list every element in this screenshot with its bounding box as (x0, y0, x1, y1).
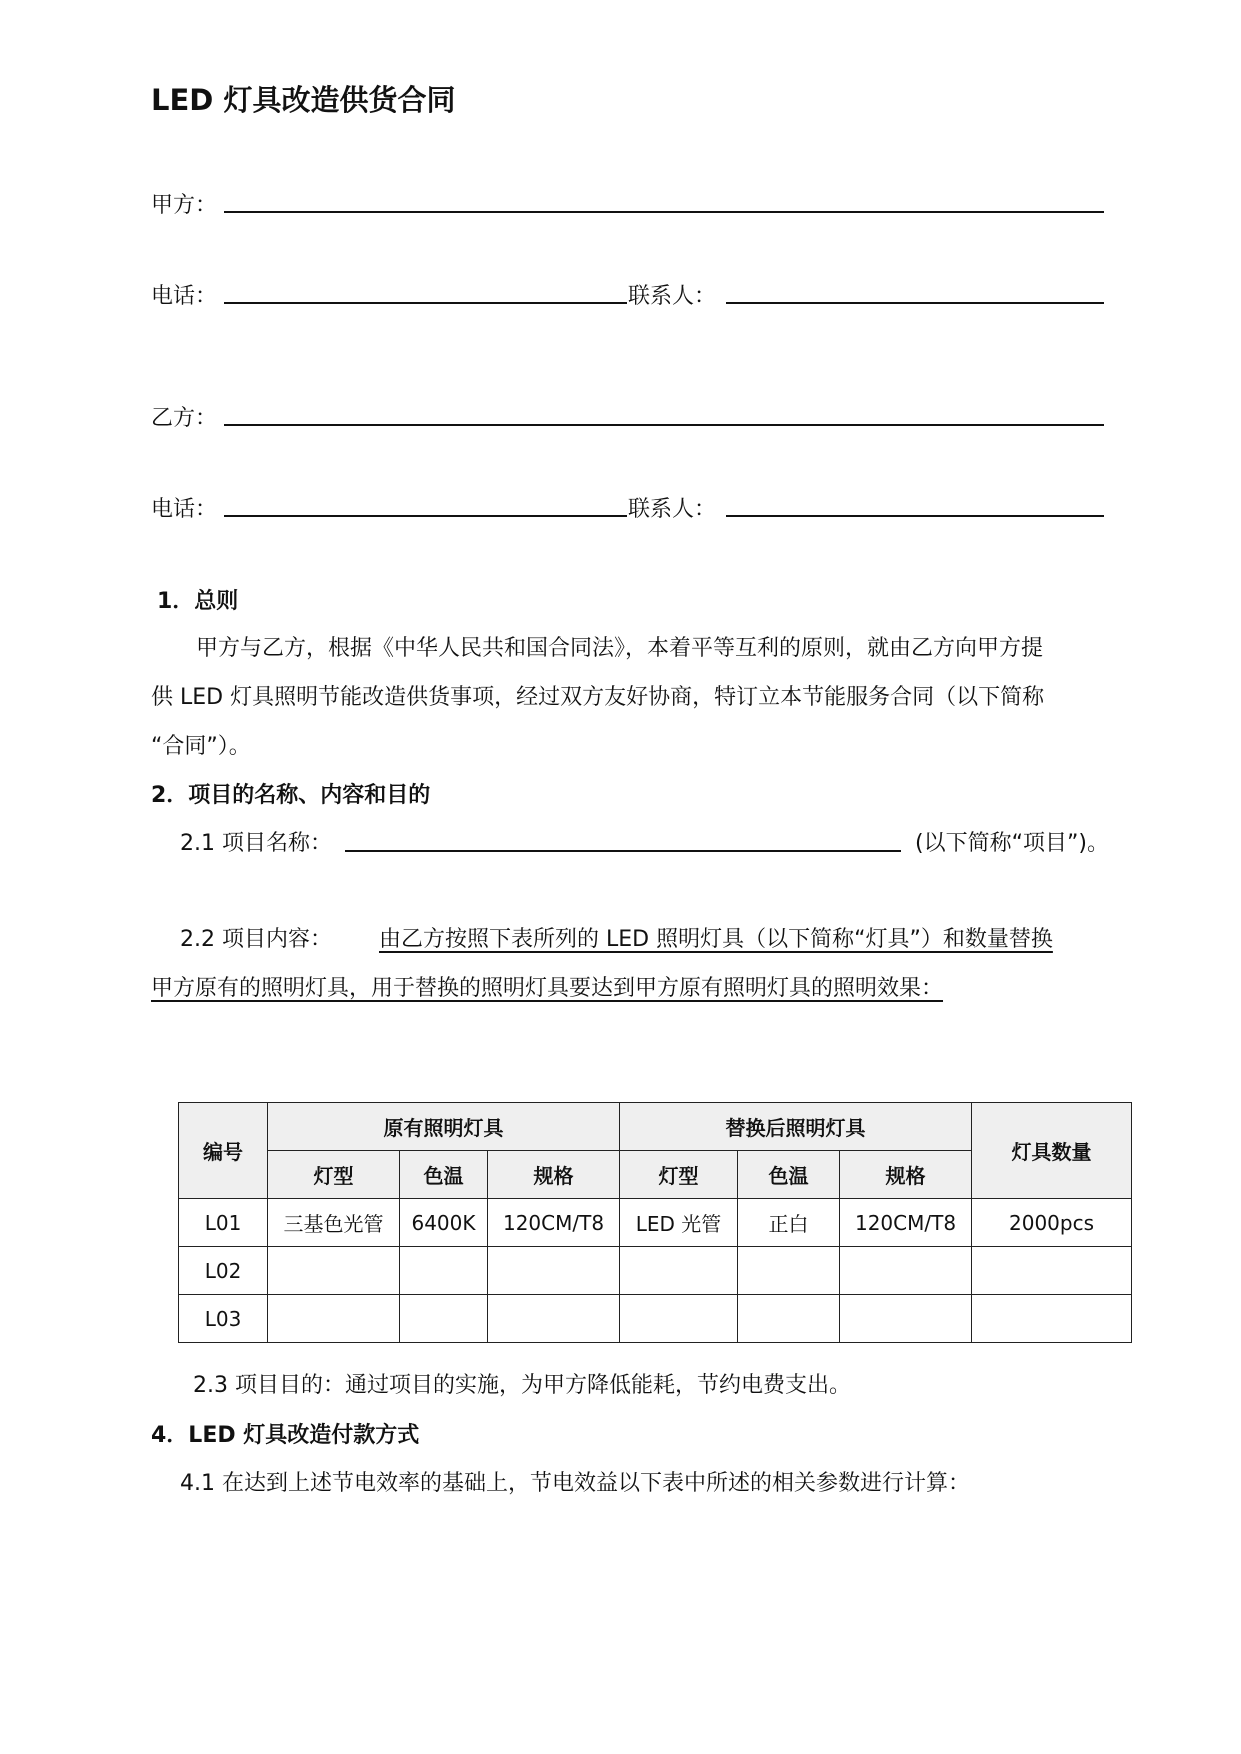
header-replacement-group: 替换后照明灯具 (620, 1103, 972, 1151)
cell-orig-type: 三基色光管 (268, 1199, 400, 1247)
cell-quantity[interactable] (972, 1295, 1132, 1343)
cell-orig-spec[interactable] (488, 1247, 620, 1295)
cell-quantity: 2000pcs (972, 1199, 1132, 1247)
table-row (179, 1295, 1132, 1343)
party-a-phone-label: 电话： (151, 284, 218, 309)
header-orig-type: 灯型 (268, 1151, 400, 1199)
header-new-type: 灯型 (620, 1151, 738, 1199)
cell-orig-type[interactable] (268, 1295, 400, 1343)
cell-id: L03 (179, 1295, 268, 1343)
section-1-line-1: 甲方与乙方，根据《中华人民共和国合同法》，本着平等互利的原则，就由乙方向甲方提 (196, 636, 1044, 661)
item-2-3: 2.3 项目目的：通过项目的实施，为甲方降低能耗，节约电费支出。 (193, 1373, 851, 1398)
party-a-contact-field[interactable] (726, 302, 1104, 304)
item-4-1: 4.1 在达到上述节电效率的基础上，节电效益以下表中所述的相关参数进行计算： (180, 1471, 970, 1496)
header-new-spec: 规格 (840, 1151, 972, 1199)
section-1-line-3: “合同”）。 (151, 734, 251, 759)
item-2-1-suffix: (以下简称“项目”)。 (915, 831, 1109, 856)
cell-new-spec: 120CM/T8 (840, 1199, 972, 1247)
section-1-line-2: 供 LED 灯具照明节能改造供货事项，经过双方友好协商，特订立本节能服务合同（以下简称 (151, 685, 1045, 710)
party-a-phone-field[interactable] (224, 302, 627, 304)
header-orig-spec: 规格 (488, 1151, 620, 1199)
lighting-table (178, 1102, 1132, 1343)
item-2-2-label: 2.2 项目内容： (180, 927, 332, 952)
header-original-group: 原有照明灯具 (268, 1103, 620, 1151)
table-row (179, 1247, 1132, 1295)
section-2-heading: 2．项目的名称、内容和目的 (151, 783, 431, 808)
party-a-field[interactable] (224, 211, 1104, 213)
document-title: LED 灯具改造供货合同 (151, 83, 456, 117)
item-2-2-line-2: 甲方原有的照明灯具，用于替换的照明灯具要达到甲方原有照明灯具的照明效果： (151, 976, 944, 1001)
party-a-label: 甲方： (151, 193, 218, 218)
item-2-1-label: 2.1 项目名称： (180, 831, 332, 856)
cell-new-spec[interactable] (840, 1295, 972, 1343)
cell-new-color: 正白 (738, 1199, 840, 1247)
cell-new-color[interactable] (738, 1247, 840, 1295)
cell-new-color[interactable] (738, 1295, 840, 1343)
party-b-contact-field[interactable] (726, 515, 1104, 517)
header-id: 编号 (179, 1103, 268, 1199)
header-quantity: 灯具数量 (972, 1103, 1132, 1199)
cell-orig-spec: 120CM/T8 (488, 1199, 620, 1247)
cell-orig-color: 6400K (400, 1199, 488, 1247)
section-4-heading: 4．LED 灯具改造付款方式 (151, 1423, 420, 1448)
cell-new-spec[interactable] (840, 1247, 972, 1295)
party-b-contact-label: 联系人： (628, 497, 717, 522)
cell-orig-spec[interactable] (488, 1295, 620, 1343)
cell-new-type: LED 光管 (620, 1199, 738, 1247)
party-a-contact-label: 联系人： (628, 284, 717, 309)
party-b-phone-field[interactable] (224, 515, 627, 517)
cell-quantity[interactable] (972, 1247, 1132, 1295)
cell-new-type[interactable] (620, 1295, 738, 1343)
cell-id: L02 (179, 1247, 268, 1295)
party-b-phone-label: 电话： (151, 497, 218, 522)
cell-orig-color[interactable] (400, 1247, 488, 1295)
party-b-field[interactable] (224, 424, 1104, 426)
cell-id: L01 (179, 1199, 268, 1247)
project-name-field[interactable] (345, 850, 901, 852)
cell-new-type[interactable] (620, 1247, 738, 1295)
header-new-color: 色温 (738, 1151, 840, 1199)
section-1-heading: 1．总则 (157, 589, 239, 614)
item-2-2-line-1: 由乙方按照下表所列的 LED 照明灯具（以下简称“灯具”）和数量替换 (379, 927, 1053, 952)
table-row (179, 1199, 1132, 1247)
cell-orig-type[interactable] (268, 1247, 400, 1295)
header-orig-color: 色温 (400, 1151, 488, 1199)
cell-orig-color[interactable] (400, 1295, 488, 1343)
party-b-label: 乙方： (151, 406, 218, 431)
